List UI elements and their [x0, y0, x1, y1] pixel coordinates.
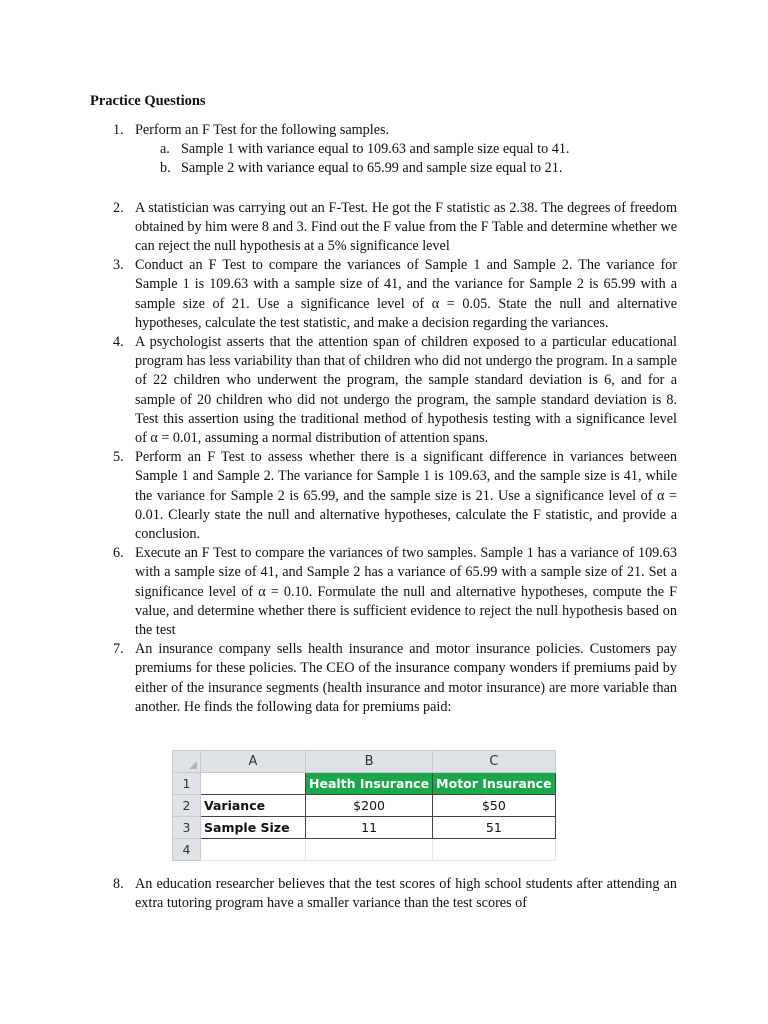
sheet-row-4 [173, 839, 556, 861]
question-number: 4. [113, 334, 124, 351]
sheet-row-1 [173, 773, 556, 795]
question-text: An education researcher believes that the test scores of high school students after attending an extra tutoring program have a smaller variance than the test scores of [135, 876, 677, 912]
cell-c2: $50 [433, 795, 555, 817]
sub-question-a [0, 140, 677, 159]
question-number: 8. [113, 876, 124, 893]
question-text: Perform an F Test to assess whether there is a significant difference in variances between Sample 1 and Sample 2. The variance for Sample 1 is 109.63, and the sample size is 41, while the variance for Sample 2 is 65.99, and the sample size is 21. Use a significance level of α = 0.01. Clearly state the null and alternative hypotheses, calculate the F statistic, and provide a conclusion. [135, 449, 677, 543]
question-text: A psychologist asserts that the attention span of children exposed to a particular educational program has less variability than that of children who did not undergo the program. In a sample of 22 children who underwent the program, the sample standard deviation is 6, and for a sample of 20 children who did not undergo the program, the sample standard deviation is 8. Test this assertion using the traditional method of hypothesis testing with a significance level of α = 0.01, assuming a normal distribution of attention spans. [135, 334, 677, 447]
question-8 [0, 875, 768, 913]
question-1 [0, 121, 768, 199]
sub-question-b [0, 159, 677, 178]
row-number: 3 [173, 817, 201, 839]
cell-b4 [306, 839, 433, 861]
column-header-a: A [201, 751, 306, 773]
question-number: 5. [113, 449, 124, 466]
question-number: 7. [113, 641, 124, 658]
cell-c1: Motor Insurance [433, 773, 555, 795]
question-3 [0, 256, 768, 333]
question-number: 6. [113, 545, 124, 562]
question-text: A statistician was carrying out an F-Test. He got the F statistic as 2.38. The degrees of freedom obtained by him were 8 and 3. Find out the F value from the F Table and determine whether we can reject the null hypothesis at a 5% significance level [135, 199, 677, 255]
question-6 [0, 544, 768, 640]
question-number: 2. [113, 199, 124, 216]
question-text: Perform an F Test for the following samples. [135, 122, 390, 138]
page-heading: Practice Questions [90, 93, 206, 109]
row-number: 2 [173, 795, 201, 817]
question-text: Execute an F Test to compare the variances of two samples. Sample 1 has a variance of 109.63 with a sample size of 41, and Sample 2 has a variance of 65.99 with a sample size of 21. Set a significance level of α = 0.10. Formulate the null and alternative hypotheses, compute the F value, and determine whether there is sufficient evidence to reject the null hypothesis based on the test [135, 545, 677, 639]
cell-b1: Health Insurance [306, 773, 433, 795]
question-number: 3. [113, 257, 124, 274]
cell-a4 [201, 839, 306, 861]
sheet-row-3 [173, 817, 556, 839]
question-number: 1. [113, 122, 124, 138]
sub-question-letter: a. [160, 141, 170, 158]
sub-question-text: Sample 1 with variance equal to 109.63 and sample size equal to 41. [181, 141, 570, 158]
column-header-row [173, 751, 556, 773]
cell-b2: $200 [306, 795, 433, 817]
cell-b3: 11 [306, 817, 433, 839]
row-number: 1 [173, 773, 201, 795]
sheet-row-2 [173, 795, 556, 817]
question-4 [0, 333, 768, 448]
cell-c4 [433, 839, 555, 861]
cell-c3: 51 [433, 817, 555, 839]
sub-question-letter: b. [160, 160, 171, 177]
cell-a3: Sample Size [201, 817, 306, 839]
column-header-c: C [433, 751, 555, 773]
sub-question-text: Sample 2 with variance equal to 65.99 and sample size equal to 21. [181, 160, 563, 177]
question-2 [0, 199, 768, 257]
question-text: An insurance company sells health insurance and motor insurance policies. Customers pay premiums for these policies. The CEO of the insurance company wonders if premiums paid by either of the insurance segments (health insurance and motor insurance) are more variable than another. He finds the following data for premiums paid: [135, 641, 677, 715]
cell-a1 [201, 773, 306, 795]
question-5 [0, 448, 768, 544]
spreadsheet-screenshot [172, 750, 556, 861]
row-number: 4 [173, 839, 201, 861]
question-text: Conduct an F Test to compare the variances of Sample 1 and Sample 2. The variance for Sample 1 is 109.63 with a sample size of 41, and the variance for Sample 2 is 65.99 with a sample size of 21. Use a significance level of α = 0.05. State the null and alternative hypotheses, calculate the test statistic, and make a decision regarding the variances. [135, 257, 677, 331]
cell-a2: Variance [201, 795, 306, 817]
column-header-b: B [306, 751, 433, 773]
select-all-corner [173, 751, 201, 773]
